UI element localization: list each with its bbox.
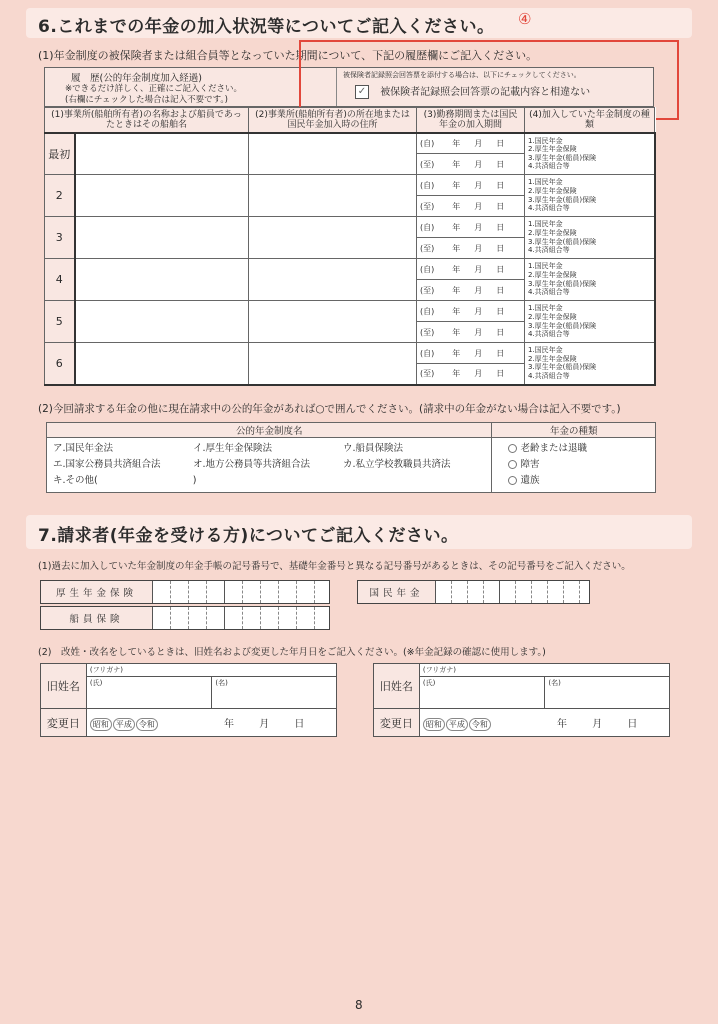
col-header-1: (1)事業所(船舶所有者)の名称および船員であったときはその船舶名 <box>45 108 249 133</box>
office-address-6[interactable] <box>249 343 417 385</box>
office-address-3[interactable] <box>249 217 417 259</box>
section7-q2: (2) 改姓・改名をしているときは、旧姓名および変更した年月日をご記入ください。(※年金記録の確認に使用します。) <box>38 647 546 658</box>
period-to-6[interactable]: (至) 年 月 日 <box>417 364 525 385</box>
pension-header-name: 公的年金制度名 <box>47 423 492 438</box>
row-label-4: 4 <box>45 259 75 301</box>
col-header-3: (3)勤務期間または国民年金の加入期間 <box>417 108 525 133</box>
office-address-4[interactable] <box>249 259 417 301</box>
page-number: 8 <box>355 998 363 1012</box>
section6-q2: (2)今回請求する年金の他に現在請求中の公的年金があれば○で囲んでください。(請求中の年金がない場合は記入不要です。) <box>38 403 621 415</box>
office-name-3[interactable] <box>75 217 249 259</box>
kokumin-number-field[interactable] <box>357 580 590 604</box>
col-header-4: (4)加入していた年金制度の種類 <box>525 108 655 133</box>
old-name-label-2: 旧姓名 <box>374 664 420 709</box>
period-to-5[interactable]: (至) 年 月 日 <box>417 322 525 343</box>
section7-q1: (1)過去に加入していた年金制度の年金手帳の記号番号で、基礎年金番号と異なる記号番号があるときは、その記号番号をご記入ください。 <box>38 561 631 572</box>
law-a[interactable]: ア.国民年金法 <box>53 443 114 454</box>
name-change-form-2 <box>373 663 670 737</box>
row-label-6: 6 <box>45 343 75 385</box>
section6-q1: (1)年金制度の被保険者または組合員等となっていた期間について、下記の履歴欄にご記入ください。 <box>38 49 538 62</box>
furigana-field-1[interactable]: (フリガナ) <box>86 664 336 677</box>
history-title: 履 歴(公的年金制度加入経過) <box>71 73 202 84</box>
period-from-4[interactable]: (自) 年 月 日 <box>417 259 525 280</box>
law-ka[interactable]: カ.私立学校教職員共済法 <box>343 459 451 470</box>
record-check-label: 被保険者記録照会回答票の記載内容と相違ない <box>380 87 591 98</box>
office-name-4[interactable] <box>75 259 249 301</box>
pension-type-4[interactable]: 1.国民年金 2.厚生年金保険 3.厚生年金(船員)保険 4.共済組合等 <box>525 259 655 301</box>
old-name-label-1: 旧姓名 <box>41 664 87 709</box>
period-from-1[interactable]: (自) 年 月 日 <box>417 133 525 154</box>
pension-type-6[interactable]: 1.国民年金 2.厚生年金保険 3.厚生年金(船員)保険 4.共済組合等 <box>525 343 655 385</box>
senin-number-field[interactable] <box>40 606 330 630</box>
section7-title: 7.請求者(年金を受ける方)についてご記入ください。 <box>38 526 459 546</box>
row-label-2: 2 <box>45 175 75 217</box>
pension-type-2[interactable]: 1.国民年金 2.厚生年金保険 3.厚生年金(船員)保険 4.共済組合等 <box>525 175 655 217</box>
pension-type-5[interactable]: 1.国民年金 2.厚生年金保険 3.厚生年金(船員)保険 4.共済組合等 <box>525 301 655 343</box>
history-table <box>44 107 656 386</box>
office-name-6[interactable] <box>75 343 249 385</box>
history-note1: ※できるだけ詳しく、正確にご記入ください。 <box>65 84 242 94</box>
kind-survivor[interactable]: 遺族 <box>508 473 639 489</box>
section6-title: 6.これまでの年金の加入状況等についてご記入ください。 <box>38 17 495 37</box>
given-name-field-2[interactable]: (名) <box>545 677 670 709</box>
kind-disability[interactable]: 障害 <box>508 457 639 473</box>
law-o[interactable]: オ.地方公務員等共済組合法 <box>193 459 311 470</box>
given-name-field-1[interactable]: (名) <box>212 677 337 709</box>
row-label-1: 最初 <box>45 133 75 175</box>
office-address-2[interactable] <box>249 175 417 217</box>
change-date-label-1: 変更日 <box>41 709 87 737</box>
kind-old-age[interactable]: 老齢または退職 <box>508 441 639 457</box>
office-address-5[interactable] <box>249 301 417 343</box>
office-name-2[interactable] <box>75 175 249 217</box>
radio-icon <box>508 476 517 485</box>
name-change-form-1 <box>40 663 337 737</box>
law-e[interactable]: エ.国家公務員共済組合法 <box>53 459 161 470</box>
office-name-1[interactable] <box>75 133 249 175</box>
kosei-number-field[interactable] <box>40 580 330 604</box>
period-from-2[interactable]: (自) 年 月 日 <box>417 175 525 196</box>
record-check-note: 被保険者記録照会回答票を添付する場合は、以下にチェックしてください。 <box>343 71 581 79</box>
change-date-field-1[interactable]: 昭和 平成 令和 年 月 日 <box>86 709 336 737</box>
furigana-field-2[interactable]: (フリガナ) <box>419 664 669 677</box>
pension-header-kind: 年金の種類 <box>492 423 656 438</box>
office-name-5[interactable] <box>75 301 249 343</box>
period-from-3[interactable]: (自) 年 月 日 <box>417 217 525 238</box>
pension-type-1[interactable]: 1.国民年金 2.厚生年金保険 3.厚生年金(船員)保険 4.共済組合等 <box>525 133 655 175</box>
pension-type-3[interactable]: 1.国民年金 2.厚生年金保険 3.厚生年金(船員)保険 4.共済組合等 <box>525 217 655 259</box>
kosei-label: 厚生年金保険 <box>41 581 153 603</box>
kokumin-label: 国民年金 <box>358 581 436 603</box>
senin-label: 船員保険 <box>41 607 153 629</box>
radio-icon <box>508 460 517 469</box>
office-address-1[interactable] <box>249 133 417 175</box>
law-u[interactable]: ウ.船員保険法 <box>343 443 404 454</box>
period-from-5[interactable]: (自) 年 月 日 <box>417 301 525 322</box>
pension-table <box>46 422 656 493</box>
annotation-number: ④ <box>518 10 532 28</box>
change-date-field-2[interactable]: 昭和 平成 令和 年 月 日 <box>419 709 669 737</box>
surname-field-1[interactable]: (氏) <box>86 677 212 709</box>
law-ki[interactable]: キ.その他( ) <box>53 475 197 486</box>
period-to-3[interactable]: (至) 年 月 日 <box>417 238 525 259</box>
period-to-2[interactable]: (至) 年 月 日 <box>417 196 525 217</box>
law-i[interactable]: イ.厚生年金保険法 <box>193 443 273 454</box>
surname-field-2[interactable]: (氏) <box>419 677 545 709</box>
period-to-1[interactable]: (至) 年 月 日 <box>417 154 525 175</box>
row-label-3: 3 <box>45 217 75 259</box>
radio-icon <box>508 444 517 453</box>
change-date-label-2: 変更日 <box>374 709 420 737</box>
period-from-6[interactable]: (自) 年 月 日 <box>417 343 525 364</box>
history-note2: (右欄にチェックした場合は記入不要です。) <box>65 95 228 105</box>
record-checkbox[interactable]: ✓ <box>355 85 369 99</box>
row-label-5: 5 <box>45 301 75 343</box>
col-header-2: (2)事業所(船舶所有者)の所在地または国民年金加入時の住所 <box>249 108 417 133</box>
period-to-4[interactable]: (至) 年 月 日 <box>417 280 525 301</box>
